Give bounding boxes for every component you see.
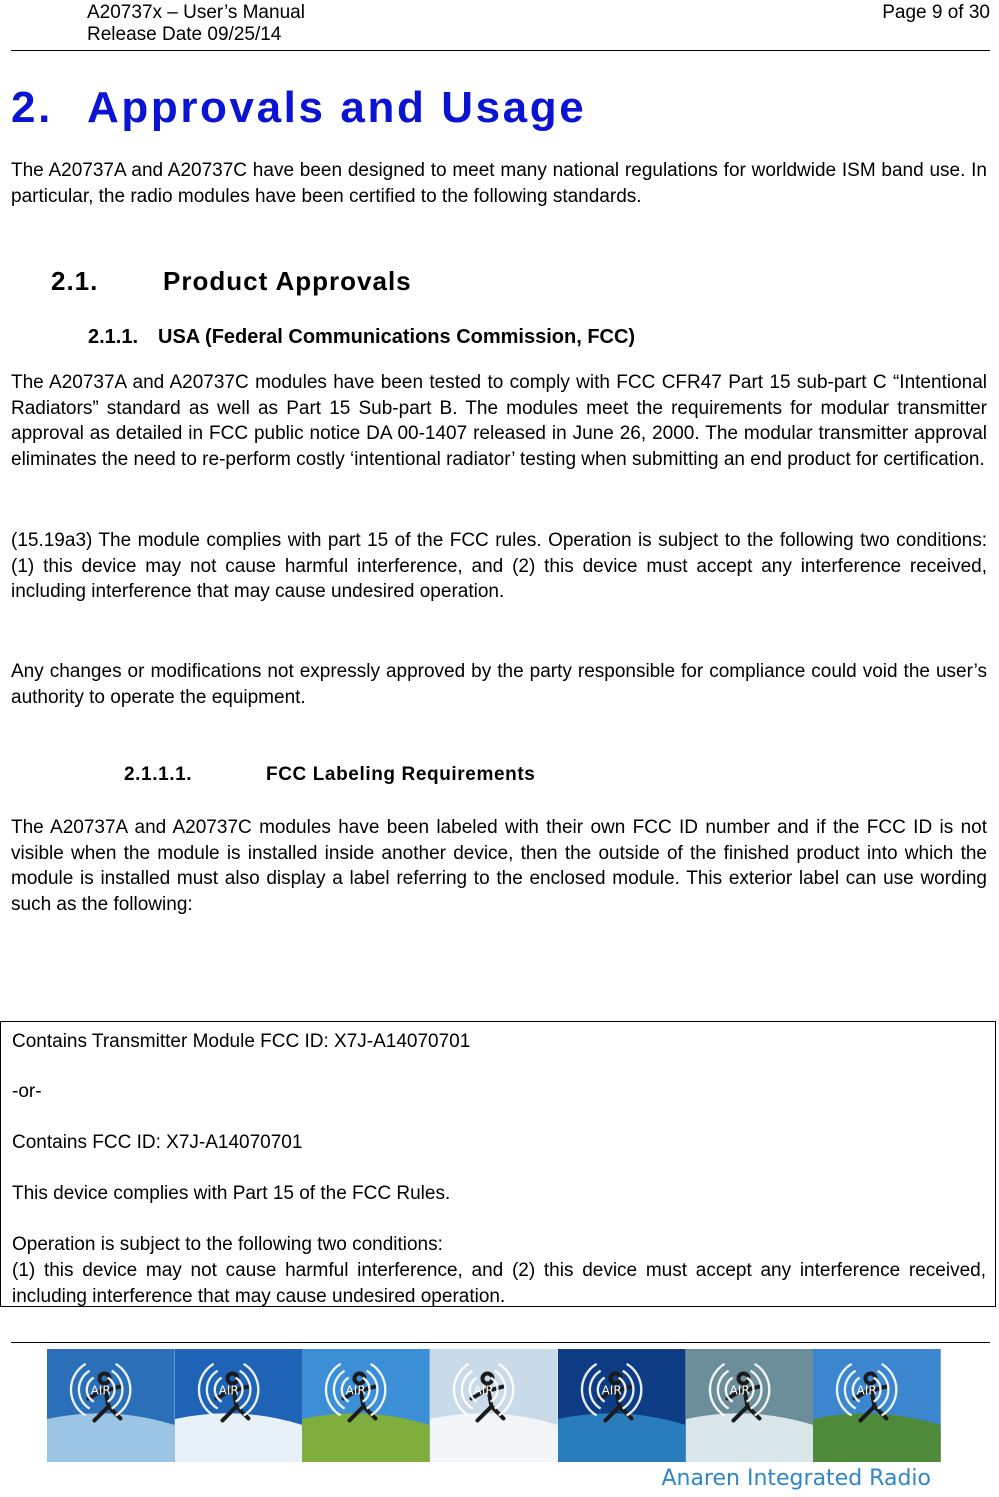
subsection-title: Product Approvals [163,266,412,296]
subsubsection-heading [88,324,635,350]
air-mark: AIR [856,1383,877,1398]
section-title: Approvals and Usage [87,83,587,132]
fcc-compliance-paragraph: The A20737A and A20737C modules have been tested to comply with FCC CFR47 Part 15 sub-part C “Intentional Radiators” standard as well as Part 15 Sub-part B. The modules meet the requirements for modular transmitter approval as detailed in FCC public notice DA 00-1407 released in June 26, 2000. The modular transmitter approval eliminates the need to re-perform costly ‘intentional radiator’ testing when submitting an end product for certification. [11,372,987,470]
label-line-interference: (1) this device may not cause harmful interference, and (2) this device must accept any interference received, including interference that may cause undesired operation. [12,1260,986,1307]
labeling-title: FCC Labeling Requirements [266,764,536,785]
label-line-fcc-id: Contains FCC ID: X7J-A14070701 [12,1132,303,1153]
page-number: Page 9 of 30 [882,2,990,23]
air-mark: AIR [473,1383,494,1398]
air-mark: AIR [90,1383,111,1398]
subsection-number: 2.1. [51,266,99,296]
photo-skateboarder-image [47,1349,175,1462]
footer-photo-cyclist [302,1349,430,1462]
label-line-conditions: Operation is subject to the following two conditions: [12,1234,443,1255]
label-line-or: -or- [12,1081,42,1102]
photo-windsurfer-image [558,1349,686,1462]
brand-wordmark: Anaren Integrated Radio [661,1466,931,1491]
subsubsection-title: USA (Federal Communications Commission, FCC) [158,326,636,348]
footer-photo-kayaker [686,1349,814,1462]
footer-photo-windsurfer [558,1349,686,1462]
release-date: Release Date 09/25/14 [87,24,282,45]
photo-kayaker-image [686,1349,814,1462]
photo-snowboarder-image [430,1349,558,1462]
label-line-module-id: Contains Transmitter Module FCC ID: X7J-A14070701 [12,1031,471,1052]
air-mark: AIR [346,1383,367,1398]
photo-jumper-image [813,1349,941,1462]
footer-photo-strip [47,1349,941,1462]
air-mark: AIR [729,1383,750,1398]
footer-photo-skateboarder [47,1349,175,1462]
section-heading [11,80,586,136]
footer-photo-snowboarder [430,1349,558,1462]
subsection-heading [51,265,412,297]
label-line-part15: This device complies with Part 15 of the FCC Rules. [12,1183,451,1204]
air-mark: AIR [218,1383,239,1398]
air-mark: AIR [601,1383,622,1398]
footer-photo-skier [175,1349,303,1462]
subsubsection-number: 2.1.1. [88,326,139,348]
footer-rule [11,1342,990,1343]
footer-photo-jumper [813,1349,941,1462]
manual-title: A20737x – User’s Manual [87,2,305,23]
label-text-box [0,1021,996,1307]
labeling-paragraph: The A20737A and A20737C modules have been labeled with their own FCC ID number and if the FCC ID is not visible when the module is installed inside another device, then the outside of the finished product into which the module is installed must also display a label referring to the enclosed module. This exterior label can use wording such as the following: [11,817,987,915]
photo-skier-image [175,1349,303,1462]
photo-cyclist-image [302,1349,430,1462]
page-header [11,0,990,51]
section-number: 2. [11,83,53,132]
labeling-heading [124,763,535,787]
fcc-conditions-paragraph: (15.19a3) The module complies with part 15 of the FCC rules. Operation is subject to the following two conditions: (1) this device may not cause harmful interference, and (2) this device must accept any interference received, including interference that may cause undesired operation. [11,530,987,602]
labeling-number: 2.1.1.1. [124,764,193,785]
modifications-paragraph: Any changes or modifications not expressly approved by the party responsible for compliance could void the user’s authority to operate the equipment. [11,661,987,708]
intro-paragraph: The A20737A and A20737C have been designed to meet many national regulations for worldwide ISM band use. In particular, the radio modules have been certified to the following standards. [11,160,987,207]
